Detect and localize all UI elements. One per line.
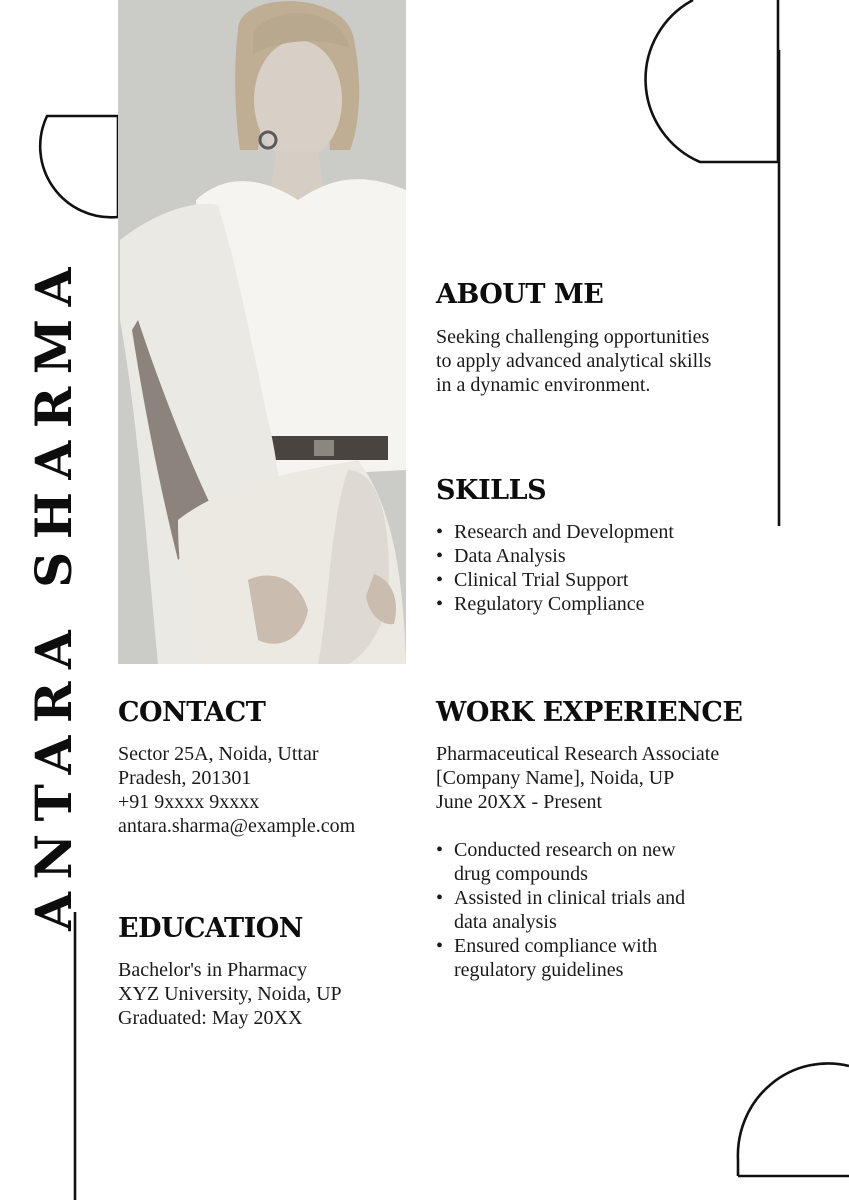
work-duty-line: drug compounds [454, 863, 588, 885]
contact-email: antara.sharma@example.com [118, 815, 356, 837]
skills-heading: SKILLS [436, 475, 547, 506]
top-right-half-circle-ornament [646, 0, 778, 162]
contact-heading: CONTACT [118, 697, 266, 728]
about-line: in a dynamic environment. [436, 374, 651, 396]
contact-section [118, 697, 355, 838]
skill-item: • Regulatory Compliance [436, 592, 674, 616]
contact-address-line-1: Sector 25A, Noida, Uttar [118, 743, 319, 765]
work-dates: June 20XX - Present [436, 791, 603, 813]
work-duty-line: • Conducted research on new [454, 839, 676, 861]
education-degree: Bachelor's in Pharmacy [118, 959, 308, 981]
contact-details [118, 742, 355, 838]
contact-phone: +91 9xxxx 9xxxx [118, 791, 260, 813]
work-company: [Company Name], Noida, UP [436, 767, 675, 789]
work-duties-list [436, 838, 742, 982]
work-role [436, 742, 742, 814]
skill-item: • Research and Development [436, 520, 674, 544]
work-duty-line: data analysis [454, 911, 557, 933]
work-duty-line: • Ensured compliance with [454, 935, 658, 957]
work-duty-line: • Assisted in clinical trials and [454, 887, 686, 909]
work-section [436, 697, 742, 982]
profile-photo [118, 0, 406, 664]
education-heading: EDUCATION [118, 913, 303, 944]
skills-list [436, 520, 674, 616]
work-duty-line: regulatory guidelines [454, 959, 624, 981]
bottom-right-quarter-circle-ornament [738, 1063, 849, 1176]
education-details [118, 958, 342, 1030]
education-section [118, 913, 342, 1030]
work-heading: WORK EXPERIENCE [436, 697, 743, 728]
candidate-name: ANTARA SHARMA [24, 255, 83, 931]
skills-section [436, 475, 674, 616]
work-duty [436, 838, 742, 886]
education-graduated: Graduated: May 20XX [118, 1007, 303, 1029]
work-title: Pharmaceutical Research Associate [436, 743, 720, 765]
about-line: to apply advanced analytical skills [436, 350, 712, 372]
work-duty [436, 934, 742, 982]
contact-address-line-2: Pradesh, 201301 [118, 767, 252, 789]
education-university: XYZ University, Noida, UP [118, 983, 342, 1005]
about-line: Seeking challenging opportunities [436, 326, 710, 348]
about-heading: ABOUT ME [436, 279, 604, 310]
skill-item: • Data Analysis [436, 544, 674, 568]
about-section [436, 279, 711, 397]
skill-item: • Clinical Trial Support [436, 568, 674, 592]
work-duty [436, 886, 742, 934]
top-left-half-circle-ornament [40, 116, 118, 217]
about-text [436, 325, 711, 397]
